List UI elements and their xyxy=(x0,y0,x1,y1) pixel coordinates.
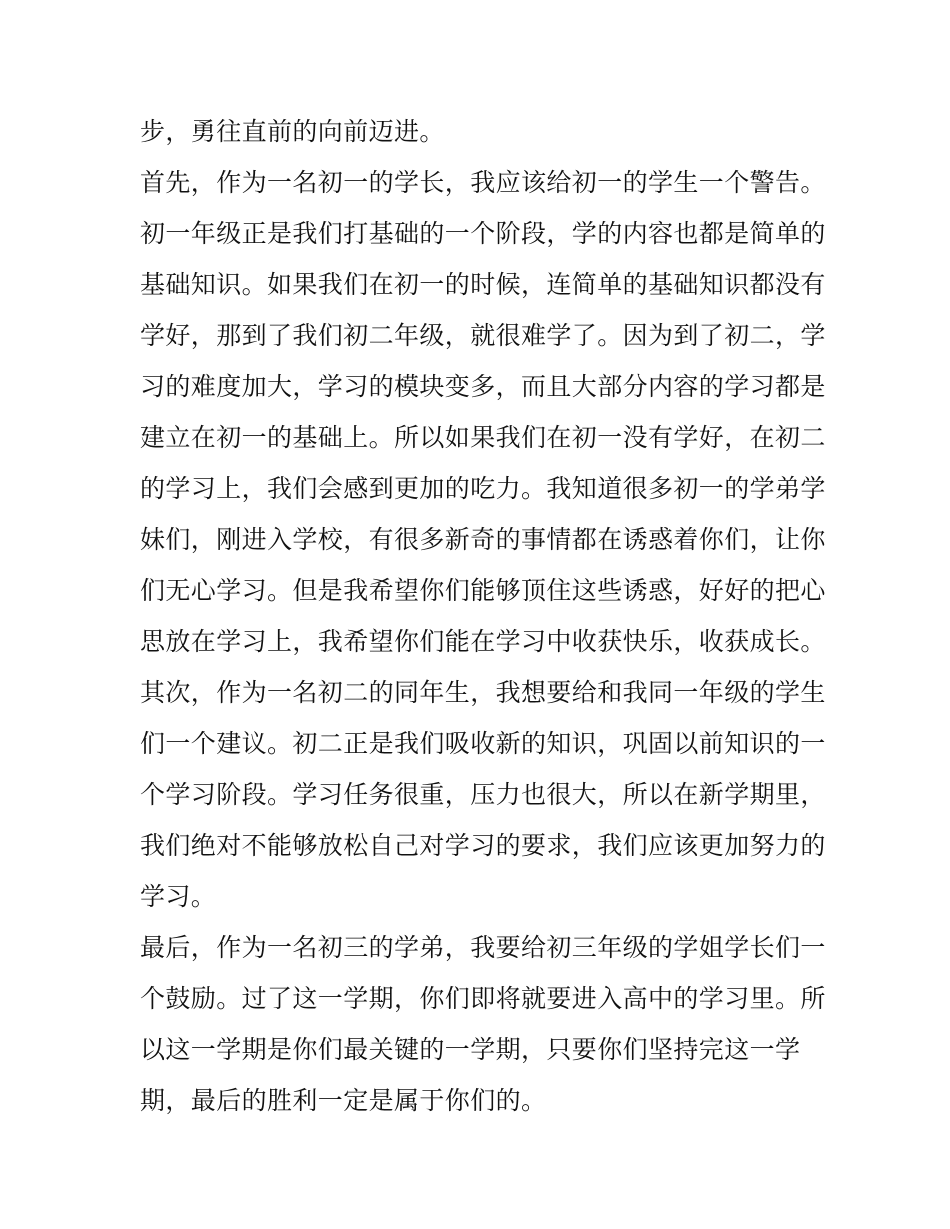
text-line: 初一年级正是我们打基础的一个阶段，学的内容也都是简单的 xyxy=(140,219,826,248)
text-line: 们一个建议。初二正是我们吸收新的知识，巩固以前知识的一 xyxy=(140,729,826,758)
text-line: 首先，作为一名初一的学长，我应该给初一的学生一个警告。 xyxy=(140,168,826,197)
text-line: 思放在学习上，我希望你们能在学习中收获快乐，收获成长。 xyxy=(140,627,826,656)
text-line: 学好，那到了我们初二年级，就很难学了。因为到了初二，学 xyxy=(140,321,826,350)
text-line: 妹们，刚进入学校，有很多新奇的事情都在诱惑着你们，让你 xyxy=(140,525,826,554)
text-line: 其次，作为一名初二的同年生，我想要给和我同一年级的学生 xyxy=(140,678,826,707)
text-line: 个学习阶段。学习任务很重，压力也很大，所以在新学期里， xyxy=(140,780,826,809)
text-line: 学习。 xyxy=(140,882,217,911)
text-line: 习的难度加大，学习的模块变多，而且大部分内容的学习都是 xyxy=(140,372,826,401)
text-line: 我们绝对不能够放松自己对学习的要求，我们应该更加努力的 xyxy=(140,831,826,860)
text-line: 以这一学期是你们最关键的一学期，只要你们坚持完这一学 xyxy=(140,1035,801,1064)
text-line: 们无心学习。但是我希望你们能够顶住这些诱惑，好好的把心 xyxy=(140,576,826,605)
text-line: 期，最后的胜利一定是属于你们的。 xyxy=(140,1086,547,1115)
text-line: 建立在初一的基础上。所以如果我们在初一没有学好，在初二 xyxy=(140,423,826,452)
text-line: 步，勇往直前的向前迈进。 xyxy=(140,117,445,146)
text-line: 基础知识。如果我们在初一的时候，连简单的基础知识都没有 xyxy=(140,270,826,299)
text-line: 的学习上，我们会感到更加的吃力。我知道很多初一的学弟学 xyxy=(140,474,826,503)
text-line: 个鼓励。过了这一学期，你们即将就要进入高中的学习里。所 xyxy=(140,984,826,1013)
body-text xyxy=(140,106,826,1126)
text-line: 最后，作为一名初三的学弟，我要给初三年级的学姐学长们一 xyxy=(140,933,826,962)
